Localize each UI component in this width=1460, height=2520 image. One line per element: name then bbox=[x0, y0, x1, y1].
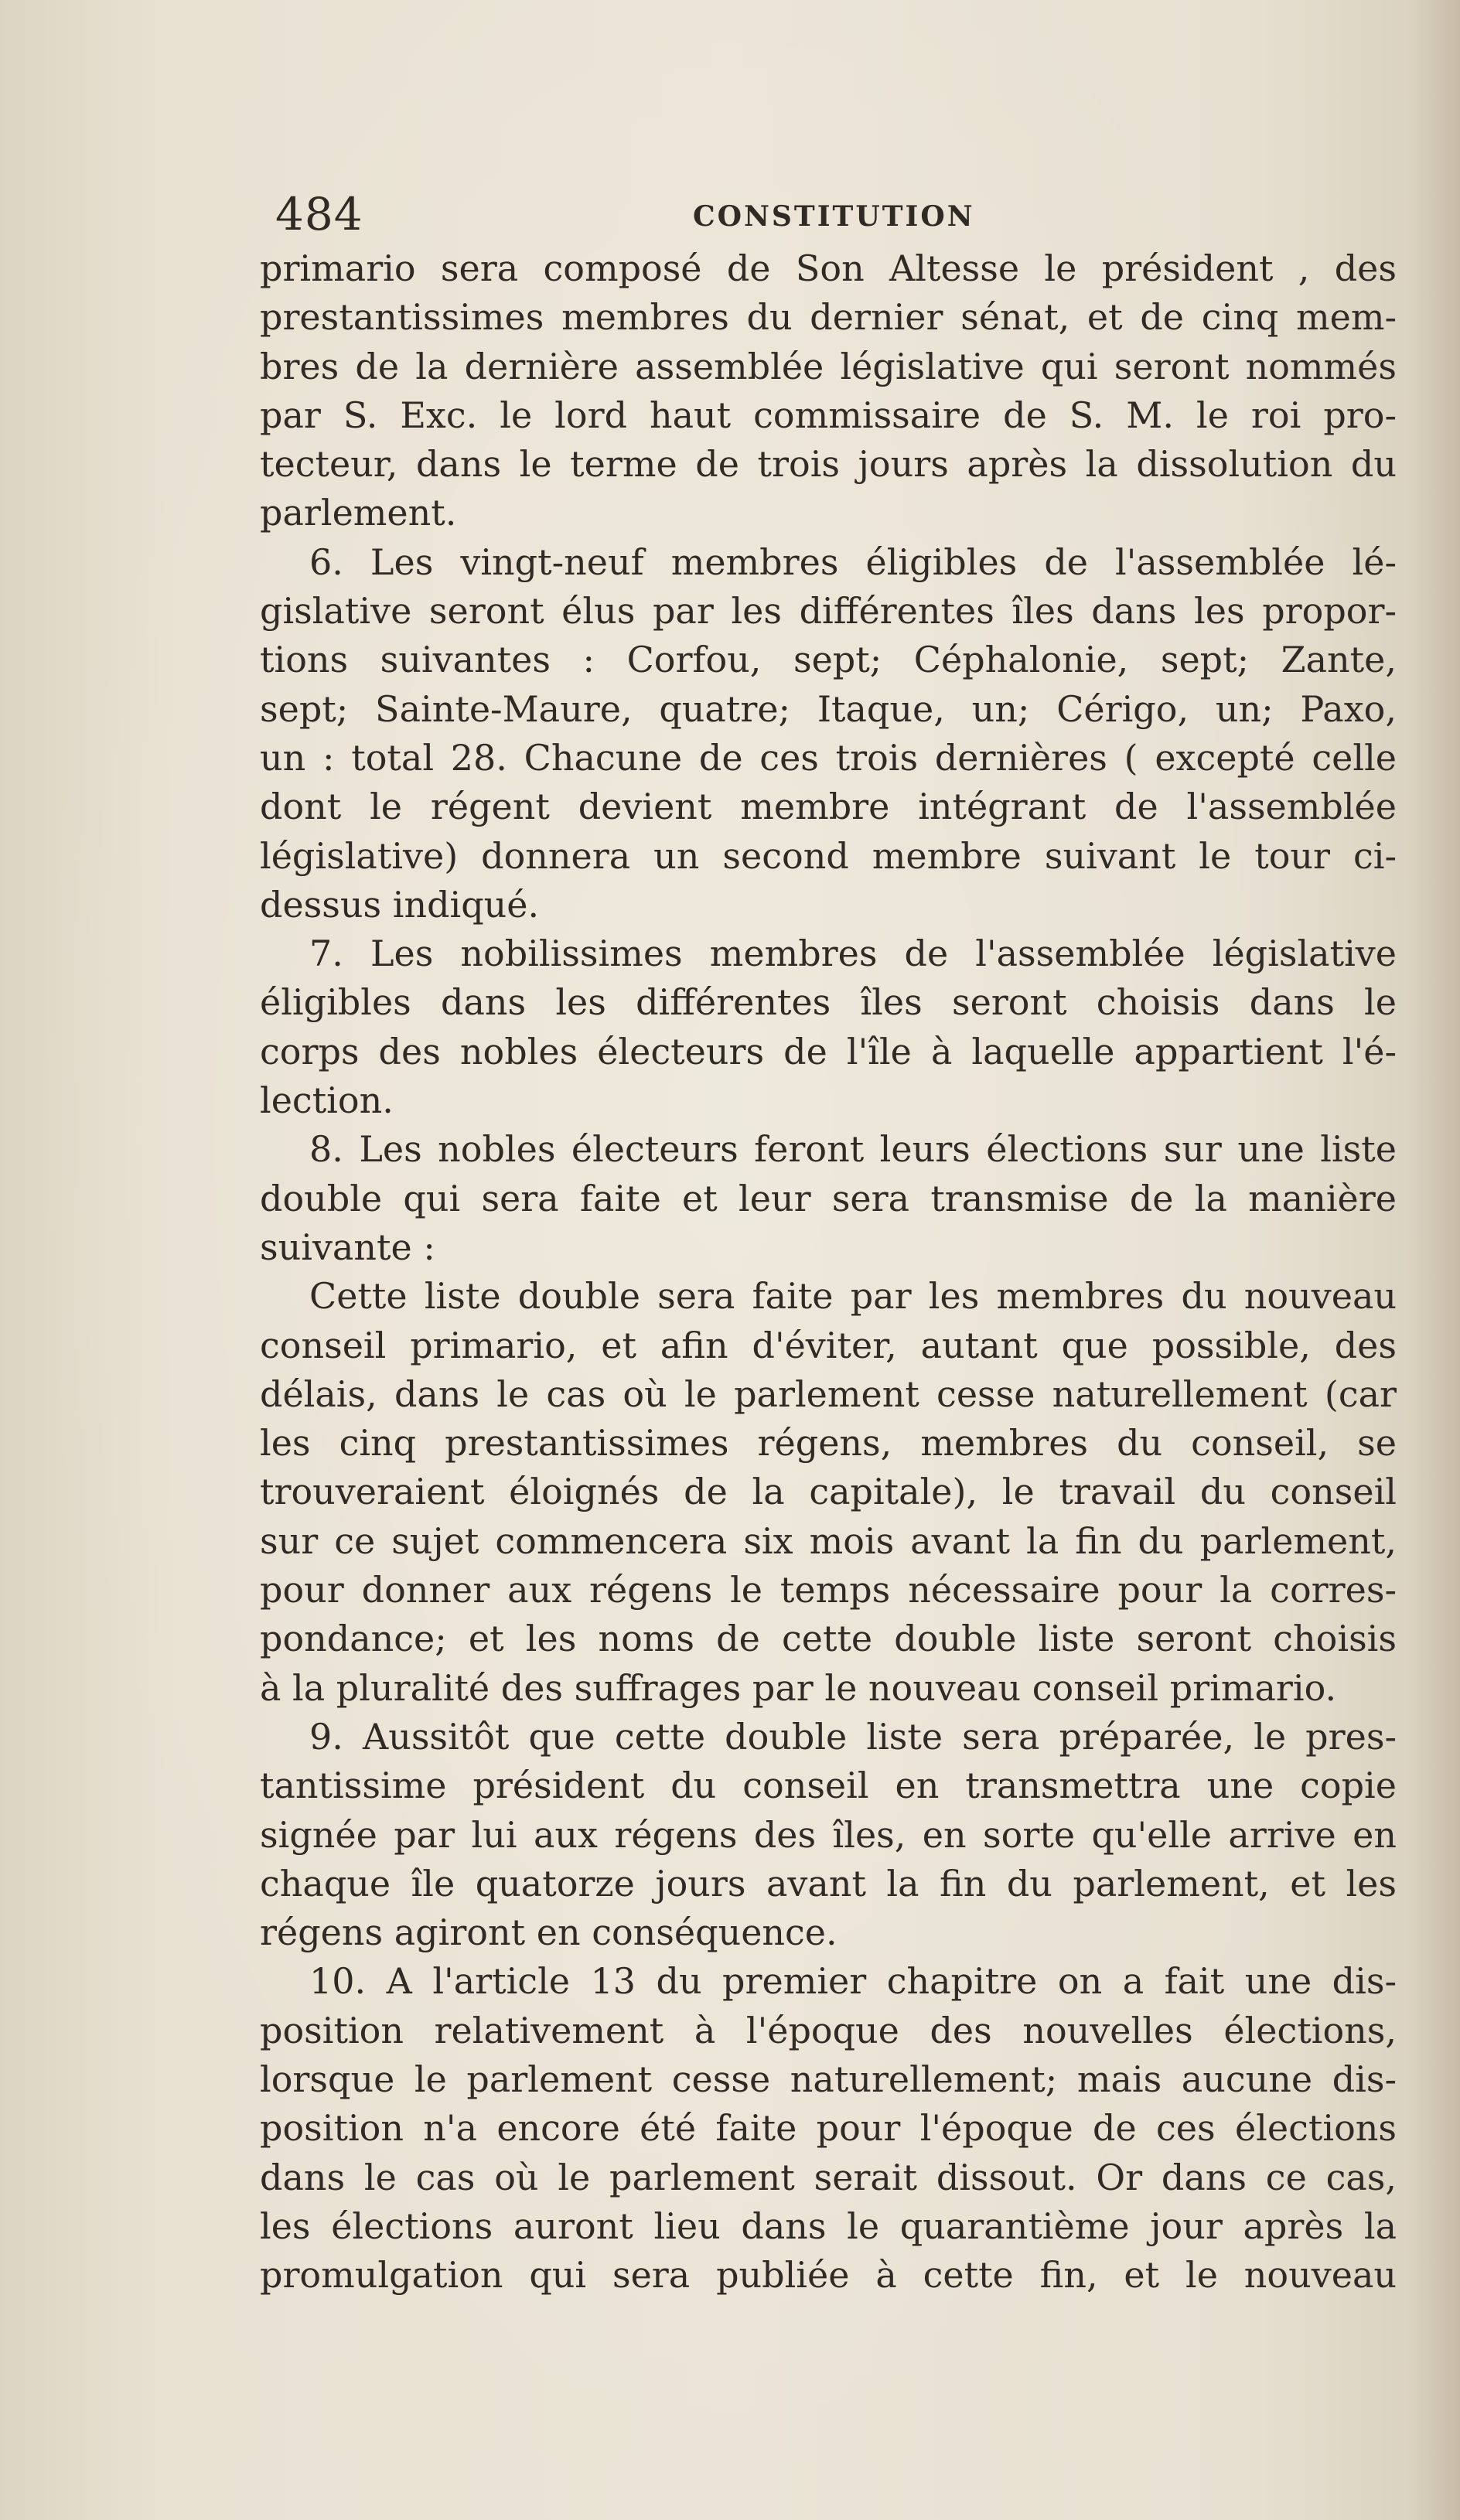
text-line: dans le cas où le parlement serait dissout. Or dans ce cas, bbox=[260, 2156, 1397, 2198]
text-line: conseil primario, et afin d'éviter, autant que possible, des bbox=[260, 1324, 1397, 1366]
text-line: tions suivantes : Corfou, sept; Céphalonie, sept; Zante, bbox=[260, 639, 1397, 681]
text-line: prestantissimes membres du dernier sénat, et de cinq mem- bbox=[260, 296, 1397, 339]
text-line: tecteur, dans le terme de trois jours après la dissolution du bbox=[260, 443, 1397, 486]
text-line: délais, dans le cas où le parlement cesse naturellement (car bbox=[260, 1373, 1397, 1415]
text-line: par S. Exc. le lord haut commissaire de S. M. le roi pro- bbox=[260, 394, 1397, 436]
text-line: lection. bbox=[260, 1079, 394, 1122]
text-line: tantissime président du conseil en transmettra une copie bbox=[260, 1765, 1397, 1807]
text-line: pondance; et les noms de cette double liste seront choisis bbox=[260, 1618, 1397, 1660]
text-line: Cette liste double sera faite par les membres du nouveau bbox=[309, 1275, 1397, 1318]
page-edge-shadow bbox=[1406, 0, 1460, 2520]
text-line: dont le régent devient membre intégrant de l'assemblée bbox=[260, 786, 1397, 828]
text-line: 6. Les vingt-neuf membres éligibles de l'assemblée lé- bbox=[309, 540, 1397, 583]
text-line: les élections auront lieu dans le quarantième jour après la bbox=[260, 2205, 1397, 2247]
text-line: les cinq prestantissimes régens, membres du conseil, se bbox=[260, 1422, 1397, 1465]
text-line: pour donner aux régens le temps nécessaire pour la corres- bbox=[260, 1569, 1397, 1611]
text-line: législative) donnera un second membre suivant le tour ci- bbox=[260, 834, 1397, 877]
text-line: 7. Les nobilissimes membres de l'assemblée législative bbox=[309, 933, 1397, 975]
page-number: 484 bbox=[275, 188, 363, 240]
text-line: dessus indiqué. bbox=[260, 883, 540, 926]
text-line: primario sera composé de Son Altesse le président , des bbox=[260, 247, 1397, 289]
section-title: CONSTITUTION bbox=[693, 200, 975, 233]
text-line: signée par lui aux régens des îles, en sorte qu'elle arrive en bbox=[260, 1813, 1397, 1856]
text-line: sept; Sainte-Maure, quatre; Itaque, un; Cérigo, un; Paxo, bbox=[260, 687, 1397, 730]
text-line: 8. Les nobles électeurs feront leurs élections sur une liste bbox=[309, 1128, 1397, 1171]
text-line: éligibles dans les différentes îles seront choisis dans le bbox=[260, 981, 1397, 1024]
text-line: sur ce sujet commencera six mois avant la fin du parlement, bbox=[260, 1519, 1397, 1562]
text-line: promulgation qui sera publiée à cette fin, et le nouveau bbox=[260, 2254, 1397, 2297]
text-line: suivante : bbox=[260, 1226, 435, 1268]
text-line: à la pluralité des suffrages par le nouveau conseil primario. bbox=[260, 1666, 1337, 1709]
text-line: parlement. bbox=[260, 492, 457, 534]
text-line: trouveraient éloignés de la capitale), le travail du conseil bbox=[260, 1471, 1397, 1513]
text-line: régens agiront en conséquence. bbox=[260, 1911, 837, 1954]
text-line: position relativement à l'époque des nouvelles élections, bbox=[260, 2009, 1397, 2051]
text-line: corps des nobles électeurs de l'île à laquelle appartient l'é- bbox=[260, 1030, 1397, 1072]
text-line: position n'a encore été faite pour l'époque de ces élections bbox=[260, 2107, 1397, 2150]
text-line: lorsque le parlement cesse naturellement; mais aucune dis- bbox=[260, 2058, 1397, 2100]
text-line: double qui sera faite et leur sera transmise de la manière bbox=[260, 1177, 1397, 1219]
running-head bbox=[260, 186, 1397, 243]
text-block bbox=[260, 186, 1397, 2300]
text-line: 9. Aussitôt que cette double liste sera préparée, le pres- bbox=[309, 1715, 1397, 1758]
text-line: un : total 28. Chacune de ces trois dernières ( excepté celle bbox=[260, 736, 1397, 779]
text-line: 10. A l'article 13 du premier chapitre on a fait une dis- bbox=[309, 1960, 1397, 2003]
text-line: chaque île quatorze jours avant la fin du parlement, et les bbox=[260, 1862, 1397, 1904]
text-line: bres de la dernière assemblée législative qui seront nommés bbox=[260, 345, 1397, 387]
body-text bbox=[260, 244, 1397, 2300]
text-line: gislative seront élus par les différentes îles dans les propor- bbox=[260, 590, 1397, 633]
